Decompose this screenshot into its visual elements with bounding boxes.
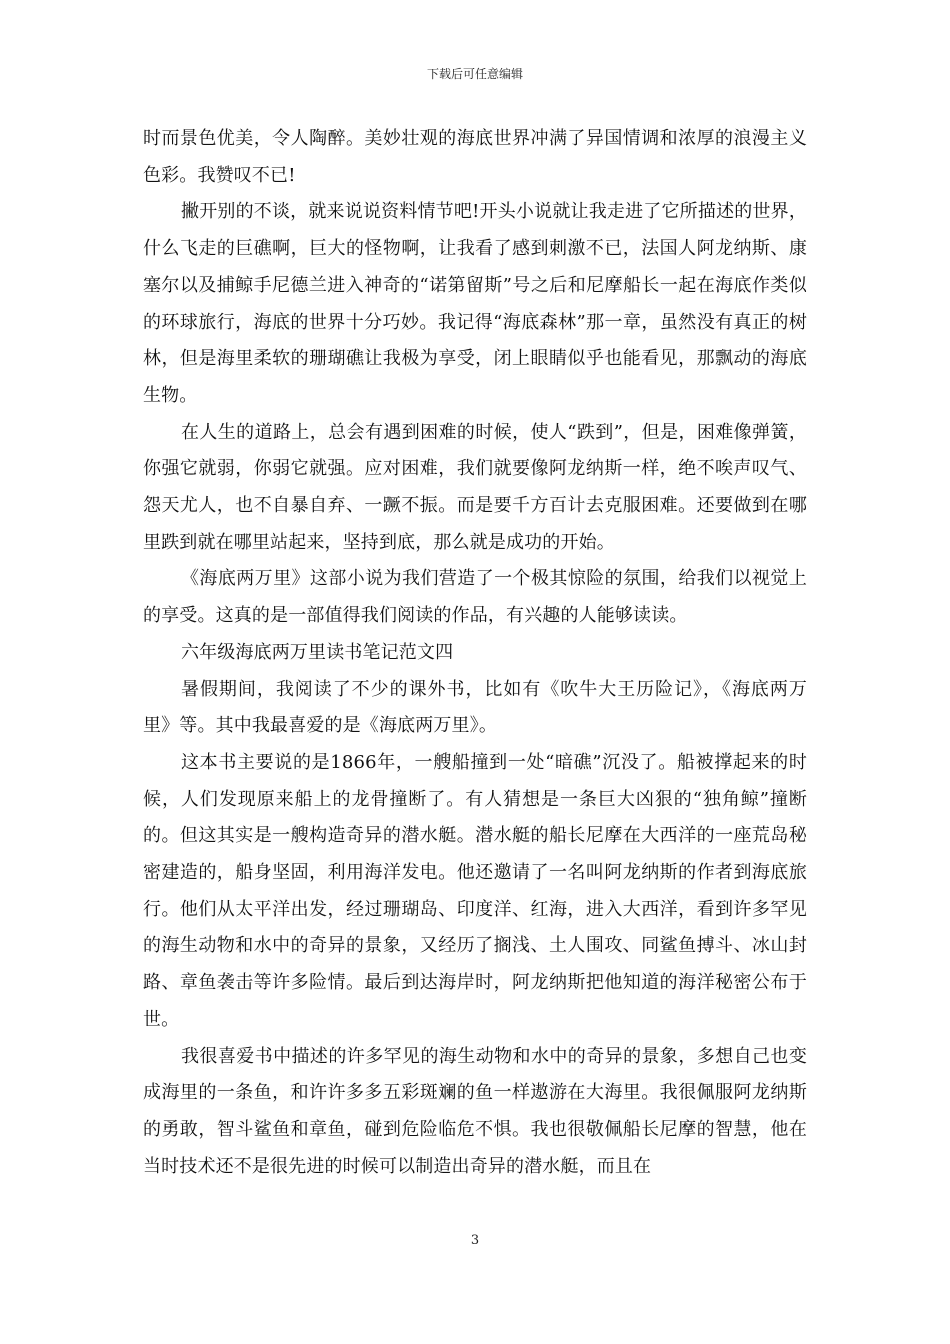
paragraph: 我很喜爱书中描述的许多罕见的海生动物和水中的奇异的景象，多想自己也变成海里的一条鱼，和许许多多五彩斑斓的鱼一样遨游在大海里。我很佩服阿龙纳斯的勇敢，智斗鲨鱼和章鱼，碰到危险临危不惧。我也很敬佩船长尼摩的智慧，他在当时技术还不是很先进的时候可以制造出奇异的潜水艇，而且在 (143, 1045, 807, 1177)
paragraph: 《海底两万里》这部小说为我们营造了一个极其惊险的氛围，给我们以视觉上的享受。这真的是一部值得我们阅读的作品，有兴趣的人能够读读。 (143, 568, 807, 627)
page-number: 3 (470, 1233, 480, 1248)
section-heading: 六年级海底两万里读书笔记范文四 (181, 641, 454, 663)
paragraph: 暑假期间，我阅读了不少的课外书，比如有《吹牛大王历险记》，《海底两万里》等。其中我最喜爱的是《海底两万里》。 (143, 678, 807, 737)
paragraph: 时而景色优美，令人陶醉。美妙壮观的海底世界冲满了异国情调和浓厚的浪漫主义色彩。我赞叹不已! (143, 128, 807, 186)
paragraph: 在人生的道路上，总会有遇到困难的时候，使人“跌到”，但是，困难像弹簧，你强它就弱，你弱它就强。应对困难，我们就要像阿龙纳斯一样，绝不唉声叹气、怨天尤人，也不自暴自弃、一蹶不振。而是要千方百计去克服困难。还要做到在哪里跌到就在哪里站起来，坚持到底，那么就是成功的开始。 (143, 421, 807, 553)
body-text (143, 121, 807, 1185)
paragraph: 撇开别的不谈，就来说说资料情节吧!开头小说就让我走进了它所描述的世界，什么飞走的巨礁啊，巨大的怪物啊，让我看了感到刺激不已，法国人阿龙纳斯、康塞尔以及捕鲸手尼德兰进入神奇的“诺第留斯”号之后和尼摩船长一起在海底作类似的环球旅行，海底的世界十分巧妙。我记得“海底森林”那一章，虽然没有真正的树林，但是海里柔软的珊瑚礁让我极为享受，闭上眼睛似乎也能看见，那飘动的海底生物。 (143, 201, 807, 406)
paragraph: 这本书主要说的是1866年，一艘船撞到一处“暗礁”沉没了。船被撑起来的时候，人们发现原来船上的龙骨撞断了。有人猜想是一条巨大凶狠的“独角鲸”撞断的。但这其实是一艘构造奇异的潜水艇。潜水艇的船长尼摩在大西洋的一座荒岛秘密建造的，船身坚固，利用海洋发电。他还邀请了一名叫阿龙纳斯的作者到海底旅行。他们从太平洋出发，经过珊瑚岛、印度洋、红海，进入大西洋，看到许多罕见的海生动物和水中的奇异的景象，又经历了搁浅、土人围攻、同鲨鱼搏斗、冰山封路、章鱼袭击等许多险情。最后到达海岸时，阿龙纳斯把他知道的海洋秘密公布于世。 (143, 751, 807, 1030)
page-header: 下载后可任意编辑 (426, 67, 523, 81)
